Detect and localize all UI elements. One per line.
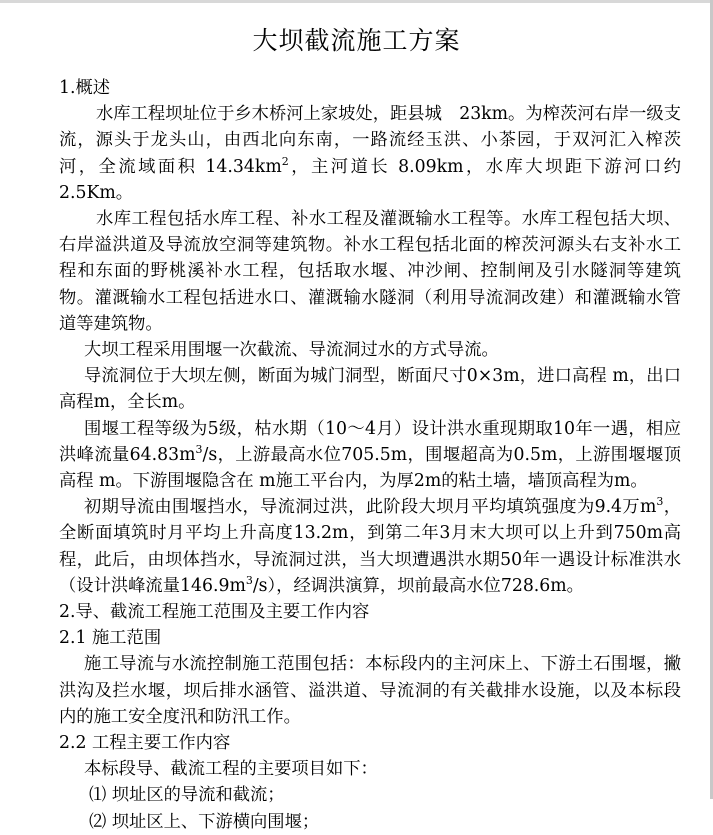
document-title: 大坝截流施工方案 [252,26,461,55]
overview-paragraph-2: 水库工程包括水库工程、补水工程及灌溉输水工程等。水库工程包括大坝、右岸溢洪道及导流放空洞等建筑物。补水工程包括北面的榨茨河源头右支补水工程和东面的野桃溪补水工程，包括取水堰、冲沙闸、控制闸及引水隧洞等建筑物。灌溉输水工程包括进水口、灌溉输水隧洞（利用导流洞改建）和灌溉输水管道等建筑物。 [59,209,681,334]
overview-paragraph-5: 围堰工程等级为5级，枯水期（10～4月）设计洪水重现期取10年一遇，相应洪峰流量$64.83m^3/s$，上游最高水位705.5m，围堰超高为0.5m，上游围堰堰顶高程 m。下游围堰隐含在 m施工平台内，为厚2m的粘土墙，墙顶高程为m。 [59,418,681,492]
overview-paragraph-6: 初期导流由围堰挡水，导流洞过洪，此阶段大坝月平均填筑强度为9.4万$m^3$，全断面填筑时月平均上升高度13.2m，到第二年3月末大坝可以上升到750m高程，此后，由坝体挡水，导流洞过洪，当大坝遭遇洪水期50年一遇设计标准洪水（设计洪峰流量$146.9m^3/s$），经调洪演算，坝前最高水位728.6m。 [59,495,681,596]
work-content-paragraph: 本标段导、截流工程的主要项目如下： [84,759,378,780]
list-item: ⑴ 坝址区的导流和截流； [89,785,285,806]
section-1-heading: 1.概述 [59,78,111,98]
document-body [59,75,681,835]
scope-paragraph: 施工导流与水流控制施工范围包括：本标段内的主河床上、下游土石围堰，撇洪沟及拦水堰，坝后排水涵管、溢洪道、导流洞的有关截排水设施，以及本标段内的施工安全度汛和防汛工作。 [59,654,681,727]
overview-paragraph-1: 水库工程坝址位于乡木桥河上家坡处，距县城 23km。为榨茨河右岸一级支流，源头于龙头山，由西北向东南，一路流经玉洪、小茶园，于双河汇入榨茨河，全流域面积 $14.34km^2$，主河道长 8.09km，水库大坝距下游河口约2.5Km。 [59,104,681,203]
list-item: ⑵ 坝址区上、下游横向围堰； [89,811,320,832]
section-2-heading: 2.导、截流工程施工范围及主要工作内容 [59,602,370,623]
page-top-border [0,0,713,3]
overview-paragraph-4: 导流洞位于大坝左侧，断面为城门洞型，断面尺寸0×3m，进口高程 m，出口高程m，全长m。 [59,366,681,413]
section-2-2-heading: 2.2 工程主要工作内容 [59,733,231,754]
section-2-1-heading: 2.1 施工范围 [59,628,162,649]
overview-paragraph-3: 大坝工程采用围堰一次截流、导流洞过水的方式导流。 [84,340,499,361]
